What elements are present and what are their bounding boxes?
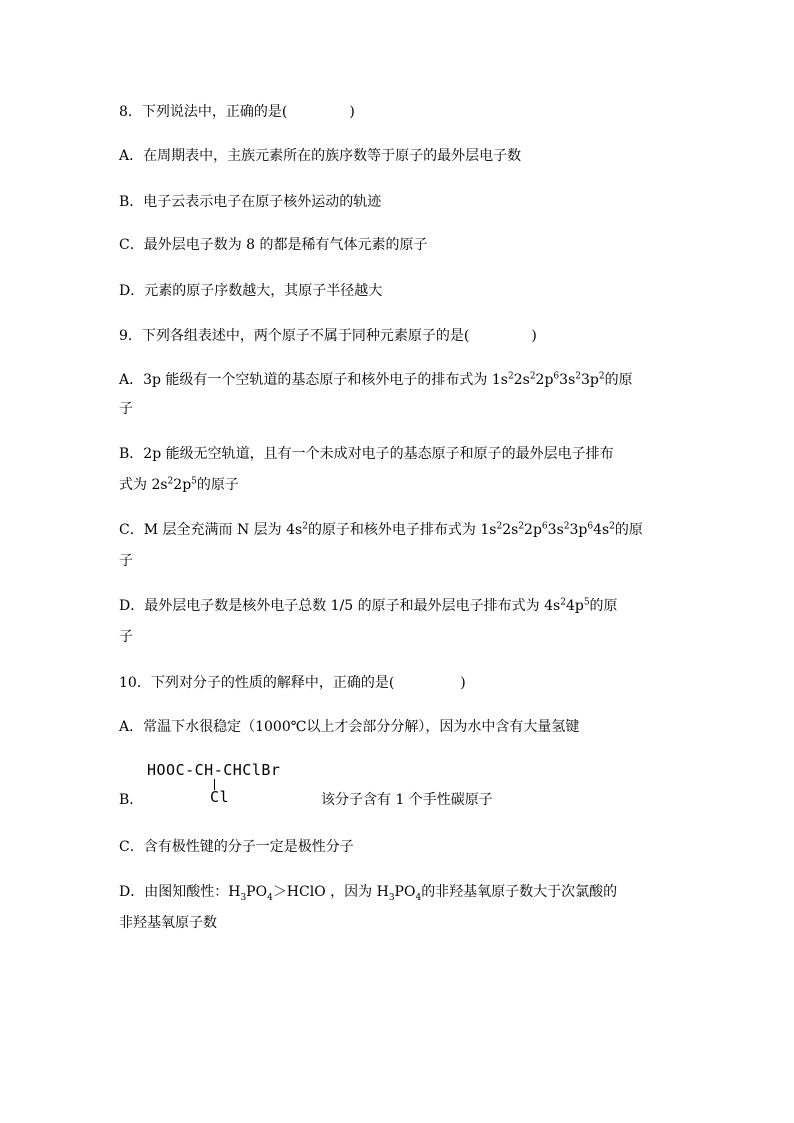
structural-formula-substituent: Cl <box>210 788 230 806</box>
structural-formula-main: HOOC-CH-CHClBr <box>147 761 281 779</box>
q9-option-c-line2: 子 <box>119 553 133 569</box>
q9-option-a-line2: 子 <box>119 401 133 417</box>
q8-option-c: C．最外层电子数为 8 的都是稀有气体元素的原子 <box>119 237 428 253</box>
question-8-stem: 8．下列说法中，正确的是( ) <box>119 104 355 120</box>
electron-config: $2s^22p^5$ <box>151 476 197 493</box>
q9-option-d-line1: D．最外层电子数是核外电子总数 1/5 的原子和最外层电子排布式为 $4s^24p^5$的原 <box>119 597 618 614</box>
q10-option-a: A．常温下水很稳定（1000℃以上才会部分分解），因为水中含有大量氢键 <box>119 719 580 735</box>
q9-option-c-line1: C．M 层全充满而 N 层为 $4s^2$的原子和核外电子排布式为 $1s^22s^22p^63s^23p^64s^2$的原 <box>119 521 643 538</box>
q10-option-d-line1: D．由图知酸性：$H_3PO_4>HClO$ ，因为 $H_3PO_4$的非羟基氧原子数大于次氯酸的 <box>119 884 618 903</box>
q9-option-b-line1: B．2p 能级无空轨道，且有一个未成对电子的基态原子和原子的最外层电子排布 <box>119 446 614 462</box>
q8-option-d: D．元素的原子序数越大，其原子半径越大 <box>119 283 383 299</box>
q10-option-b-label: B． <box>119 792 144 808</box>
electron-config: $1s^22s^22p^63s^23p^64s^2$ <box>480 521 615 538</box>
q9-option-a-line1: A．3p 能级有一个空轨道的基态原子和核外电子的排布式为 $1s^22s^22p^63s^23p^2$的原 <box>119 371 633 388</box>
q10-option-d-line2: 非羟基氧原子数 <box>119 915 217 931</box>
q9-option-d-line2: 子 <box>119 629 133 645</box>
q8-option-b: B．电子云表示电子在原子核外运动的轨迹 <box>119 194 382 210</box>
electron-config: $1s^22s^22p^63s^23p^2$ <box>491 371 605 388</box>
q8-option-a: A．在周期表中，主族元素所在的族序数等于原子的最外层电子数 <box>119 148 522 164</box>
q9-option-b-line2: 式为 $2s^22p^5$的原子 <box>119 476 239 493</box>
question-10-stem: 10．下列对分子的性质的解释中，正确的是( ) <box>119 675 466 691</box>
question-9-stem: 9．下列各组表述中，两个原子不属于同种元素原子的是( ) <box>119 328 537 344</box>
q10-option-b-text: 该分子含有 1 个手性碳原子 <box>321 792 493 808</box>
electron-config: $4s^24p^5$ <box>544 597 590 614</box>
q10-option-c: C．含有极性键的分子一定是极性分子 <box>119 839 354 855</box>
